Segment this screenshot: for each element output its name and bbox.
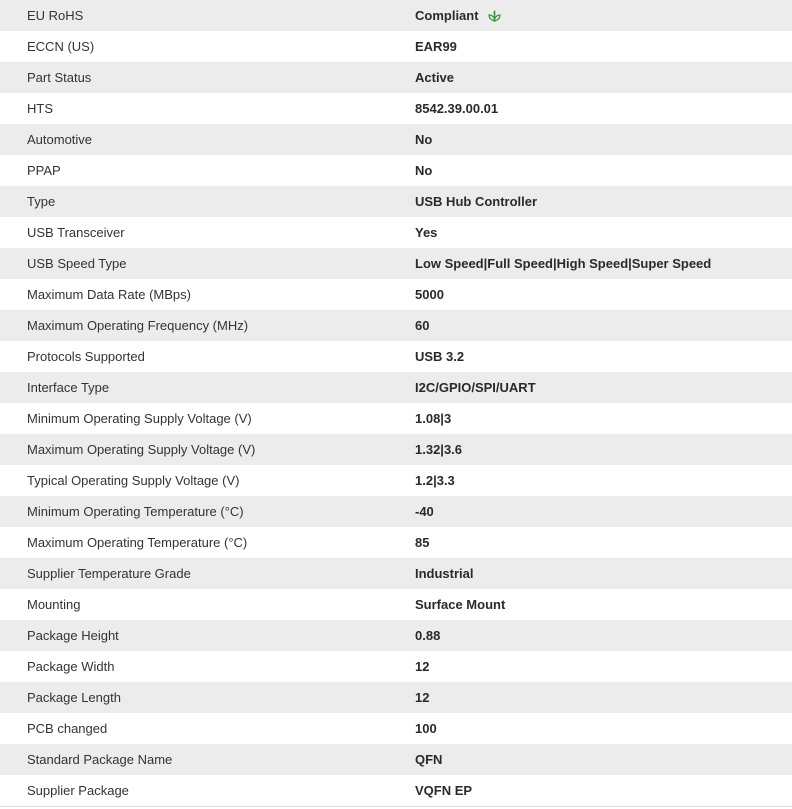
spec-row-interface-type bbox=[0, 372, 792, 403]
spec-label: Automotive bbox=[27, 132, 93, 147]
spec-row-supplier-package bbox=[0, 775, 792, 806]
spec-label: Package Width bbox=[27, 659, 115, 674]
spec-label: Package Length bbox=[27, 690, 121, 705]
spec-row-pcb-changed bbox=[0, 713, 792, 744]
spec-label: Supplier Package bbox=[27, 783, 129, 798]
spec-row-part-status bbox=[0, 62, 792, 93]
table-bottom-divider bbox=[0, 806, 792, 807]
spec-row-max-supply-voltage bbox=[0, 434, 792, 465]
spec-label: PPAP bbox=[27, 163, 61, 178]
spec-value: USB Hub Controller bbox=[415, 194, 538, 209]
spec-label: Package Height bbox=[27, 628, 119, 643]
spec-row-max-data-rate bbox=[0, 279, 792, 310]
spec-value: Low Speed|Full Speed|High Speed|Super Speed bbox=[415, 256, 712, 271]
spec-label: USB Transceiver bbox=[27, 225, 125, 240]
spec-value: I2C/GPIO/SPI/UART bbox=[415, 380, 536, 395]
spec-value: Surface Mount bbox=[415, 597, 506, 612]
spec-row-hts bbox=[0, 93, 792, 124]
spec-value: 100 bbox=[415, 721, 437, 736]
spec-row-supplier-temperature-grade bbox=[0, 558, 792, 589]
spec-row-automotive bbox=[0, 124, 792, 155]
spec-row-max-operating-temperature bbox=[0, 527, 792, 558]
spec-label: EU RoHS bbox=[27, 8, 84, 23]
spec-value: USB 3.2 bbox=[415, 349, 465, 364]
spec-value: Active bbox=[415, 70, 455, 85]
spec-row-min-operating-temperature bbox=[0, 496, 792, 527]
spec-value: VQFN EP bbox=[415, 783, 473, 798]
spec-row-protocols-supported bbox=[0, 341, 792, 372]
spec-value: 8542.39.00.01 bbox=[415, 101, 499, 116]
spec-row-package-height bbox=[0, 620, 792, 651]
spec-row-usb-speed-type bbox=[0, 248, 792, 279]
spec-value: No bbox=[415, 132, 433, 147]
spec-value: No bbox=[415, 163, 433, 178]
spec-label: Protocols Supported bbox=[27, 349, 145, 364]
spec-label: Type bbox=[27, 194, 56, 209]
spec-label: USB Speed Type bbox=[27, 256, 127, 271]
spec-row-type bbox=[0, 186, 792, 217]
spec-value: -40 bbox=[415, 504, 434, 519]
spec-value bbox=[415, 0, 792, 31]
spec-value: 1.32|3.6 bbox=[415, 442, 463, 457]
spec-label: ECCN (US) bbox=[27, 39, 95, 54]
spec-value: Industrial bbox=[415, 566, 474, 581]
spec-value: 5000 bbox=[415, 287, 444, 302]
spec-row-standard-package-name bbox=[0, 744, 792, 775]
spec-row-eccn bbox=[0, 31, 792, 62]
spec-value: Yes bbox=[415, 225, 438, 240]
spec-label: Standard Package Name bbox=[27, 752, 173, 767]
spec-value: 60 bbox=[415, 318, 430, 333]
spec-value: 85 bbox=[415, 535, 430, 550]
spec-label: Interface Type bbox=[27, 380, 110, 395]
spec-label: Part Status bbox=[27, 70, 92, 85]
spec-row-package-length bbox=[0, 682, 792, 713]
spec-value: QFN bbox=[415, 752, 443, 767]
spec-row-typical-supply-voltage bbox=[0, 465, 792, 496]
spec-row-eu-rohs bbox=[0, 0, 792, 31]
spec-label: HTS bbox=[27, 101, 53, 116]
spec-label: Maximum Operating Frequency (MHz) bbox=[27, 318, 249, 333]
leaf-icon bbox=[488, 10, 501, 22]
spec-row-max-operating-frequency bbox=[0, 310, 792, 341]
spec-label: Supplier Temperature Grade bbox=[27, 566, 191, 581]
spec-row-usb-transceiver bbox=[0, 217, 792, 248]
spec-label: Mounting bbox=[27, 597, 81, 612]
spec-row-ppap bbox=[0, 155, 792, 186]
spec-value: 12 bbox=[415, 659, 430, 674]
spec-row-min-supply-voltage bbox=[0, 403, 792, 434]
spec-label: Maximum Operating Supply Voltage (V) bbox=[27, 442, 256, 457]
spec-row-package-width bbox=[0, 651, 792, 682]
spec-label: Typical Operating Supply Voltage (V) bbox=[27, 473, 240, 488]
spec-label: PCB changed bbox=[27, 721, 108, 736]
spec-label: Minimum Operating Supply Voltage (V) bbox=[27, 411, 252, 426]
spec-value: 12 bbox=[415, 690, 430, 705]
spec-value: EAR99 bbox=[415, 39, 457, 54]
spec-value: 1.08|3 bbox=[415, 411, 452, 426]
spec-label: Minimum Operating Temperature (°C) bbox=[27, 504, 244, 519]
spec-label: Maximum Data Rate (MBps) bbox=[27, 287, 191, 302]
spec-row-mounting bbox=[0, 589, 792, 620]
spec-value-text: Compliant bbox=[415, 8, 479, 23]
spec-value: 0.88 bbox=[415, 628, 441, 643]
spec-value: 1.2|3.3 bbox=[415, 473, 455, 488]
spec-label: Maximum Operating Temperature (°C) bbox=[27, 535, 248, 550]
